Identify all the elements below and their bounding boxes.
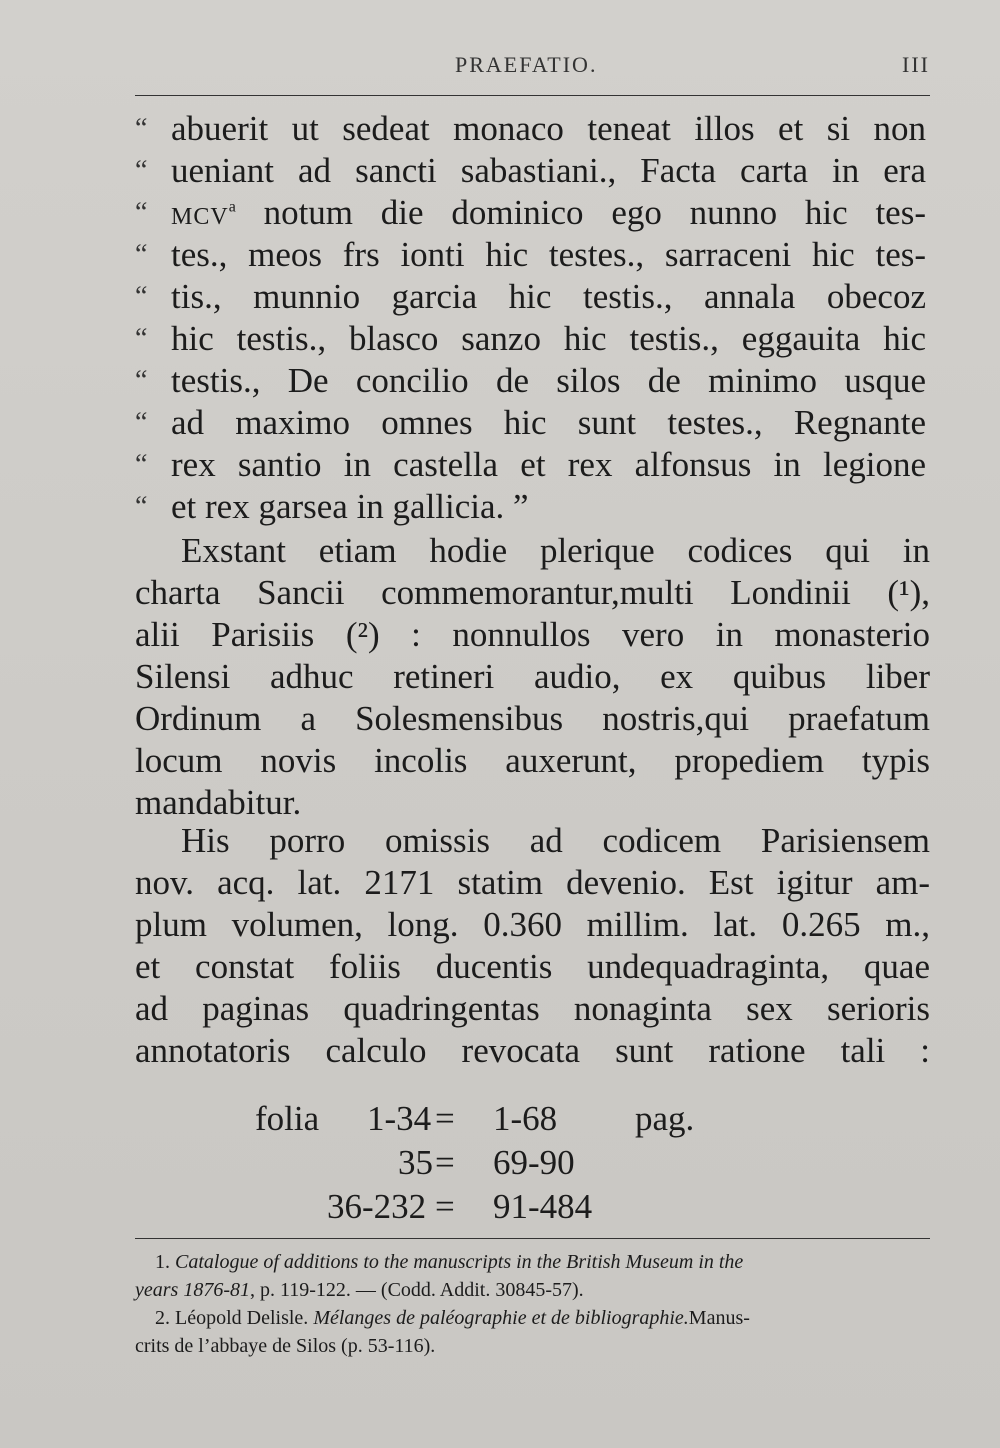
paragraph-codex-parisiensis [135, 820, 930, 1072]
footnote-text: Manus- [688, 1307, 750, 1329]
quote-line [135, 150, 930, 192]
page-number: III [902, 52, 930, 77]
quote-text: rex santio in castella et rex alfonsus in legione [171, 445, 926, 484]
quote-line [135, 318, 930, 360]
quote-text: et rex garsea in gallicia. ” [171, 487, 529, 526]
footnote-number: 2. [155, 1307, 170, 1329]
quote-text: notum die dominico ego nunno hic tes- [263, 193, 926, 232]
paragraph-line: locum novis incolis auxerunt, propediem typis [135, 741, 930, 780]
paragraph-line: et constat foliis ducentis undequadraginta, quae [135, 947, 930, 986]
equals-sign: = [435, 1099, 455, 1138]
running-head [135, 52, 930, 82]
charter-quotation [135, 108, 930, 528]
quote-line [135, 402, 930, 444]
quote-line [135, 108, 930, 150]
quote-text: abuerit ut sedeat monaco teneat illos et si non [171, 109, 926, 148]
quote-line [135, 360, 930, 402]
footnote-author: Léopold Delisle. [175, 1307, 309, 1329]
footnote-title: Mélanges de paléographie et de bibliographie. [313, 1307, 689, 1329]
quote-mark: “ [135, 449, 148, 480]
paragraph-line: annotatoris calculo revocata sunt ratione tali : [135, 1031, 930, 1070]
paragraph-line: plum volumen, long. 0.360 millim. lat. 0.265 m., [135, 905, 930, 944]
folia-range: 36-232 [327, 1187, 427, 1226]
folia-row [255, 1185, 755, 1229]
footnote-1 [135, 1248, 930, 1276]
quote-mark: “ [135, 491, 148, 522]
footnote-title: Catalogue of additions to the manuscripts in the British Museum in the [175, 1251, 744, 1273]
quote-text: ad maximo omnes hic sunt testes., Regnante [171, 403, 926, 442]
quote-mark: “ [135, 155, 148, 186]
footnote-number: 1. [155, 1251, 170, 1273]
footnotes [135, 1248, 930, 1360]
footnote-text: crits de l’abbaye de Silos (p. 53-116). [135, 1335, 436, 1357]
paragraph-line: charta Sancii commemorantur,multi Londinii (¹), [135, 573, 930, 612]
folia-table [255, 1097, 755, 1229]
quote-mark: “ [135, 113, 148, 144]
equals-sign: = [435, 1143, 455, 1182]
page-range: 1-68 [493, 1099, 558, 1138]
paragraph-line: nov. acq. lat. 2171 statim devenio. Est igitur am- [135, 863, 930, 902]
quote-line [135, 444, 930, 486]
footnote-2-continued [135, 1332, 930, 1360]
folia-label: folia [255, 1099, 320, 1138]
folia-range: 35 [398, 1143, 433, 1182]
quote-mark: “ [135, 407, 148, 438]
paragraph-line: Exstant etiam hodie plerique codices qui in [181, 531, 930, 570]
quote-mark: “ [135, 365, 148, 396]
quote-mark: “ [135, 197, 148, 228]
quote-line [135, 486, 930, 528]
header-rule [135, 95, 930, 96]
folia-row [255, 1141, 755, 1185]
running-title: PRAEFATIO. [455, 52, 598, 77]
page-range: 91-484 [493, 1187, 593, 1226]
quote-line [135, 234, 930, 276]
quote-text: ueniant ad sancti sabastiani., Facta carta in era [171, 151, 926, 190]
footnote-reference: , p. 119-122. — (Codd. Addit. 30845-57). [249, 1279, 584, 1301]
footnote-rule [135, 1238, 930, 1239]
equals-sign: = [435, 1187, 455, 1226]
era-small-caps: MCV [171, 204, 229, 230]
quote-text: testis., De concilio de silos de minimo usque [171, 361, 926, 400]
footnote-1-continued [135, 1276, 930, 1304]
folia-row [255, 1097, 755, 1141]
pages-unit: pag. [635, 1099, 695, 1138]
quote-mark: “ [135, 239, 148, 270]
quote-text: tis., munnio garcia hic testis., annala obecoz [171, 277, 926, 316]
quote-line [135, 192, 930, 234]
quote-text-era [171, 192, 926, 238]
era-superscript: a [228, 198, 236, 216]
folia-range: 1-34 [367, 1099, 432, 1138]
quote-text: tes., meos frs ionti hic testes., sarraceni hic tes- [171, 235, 926, 274]
footnote-2 [135, 1304, 930, 1332]
paragraph-line: mandabitur. [135, 783, 302, 822]
quote-line [135, 276, 930, 318]
page-range: 69-90 [493, 1143, 575, 1182]
paragraph-codices [135, 530, 930, 824]
quote-mark: “ [135, 323, 148, 354]
quote-mark: “ [135, 281, 148, 312]
footnote-years: years 1876-81 [135, 1279, 250, 1301]
quote-text: hic testis., blasco sanzo hic testis., eggauita hic [171, 319, 926, 358]
paragraph-line: ad paginas quadringentas nonaginta sex serioris [135, 989, 930, 1028]
paragraph-line: Ordinum a Solesmensibus nostris,qui praefatum [135, 699, 930, 738]
paragraph-line: alii Parisiis (²) : nonnullos vero in monasterio [135, 615, 930, 654]
paragraph-line: Silensi adhuc retineri audio, ex quibus liber [135, 657, 930, 696]
paragraph-line: His porro omissis ad codicem Parisiensem [181, 821, 930, 860]
